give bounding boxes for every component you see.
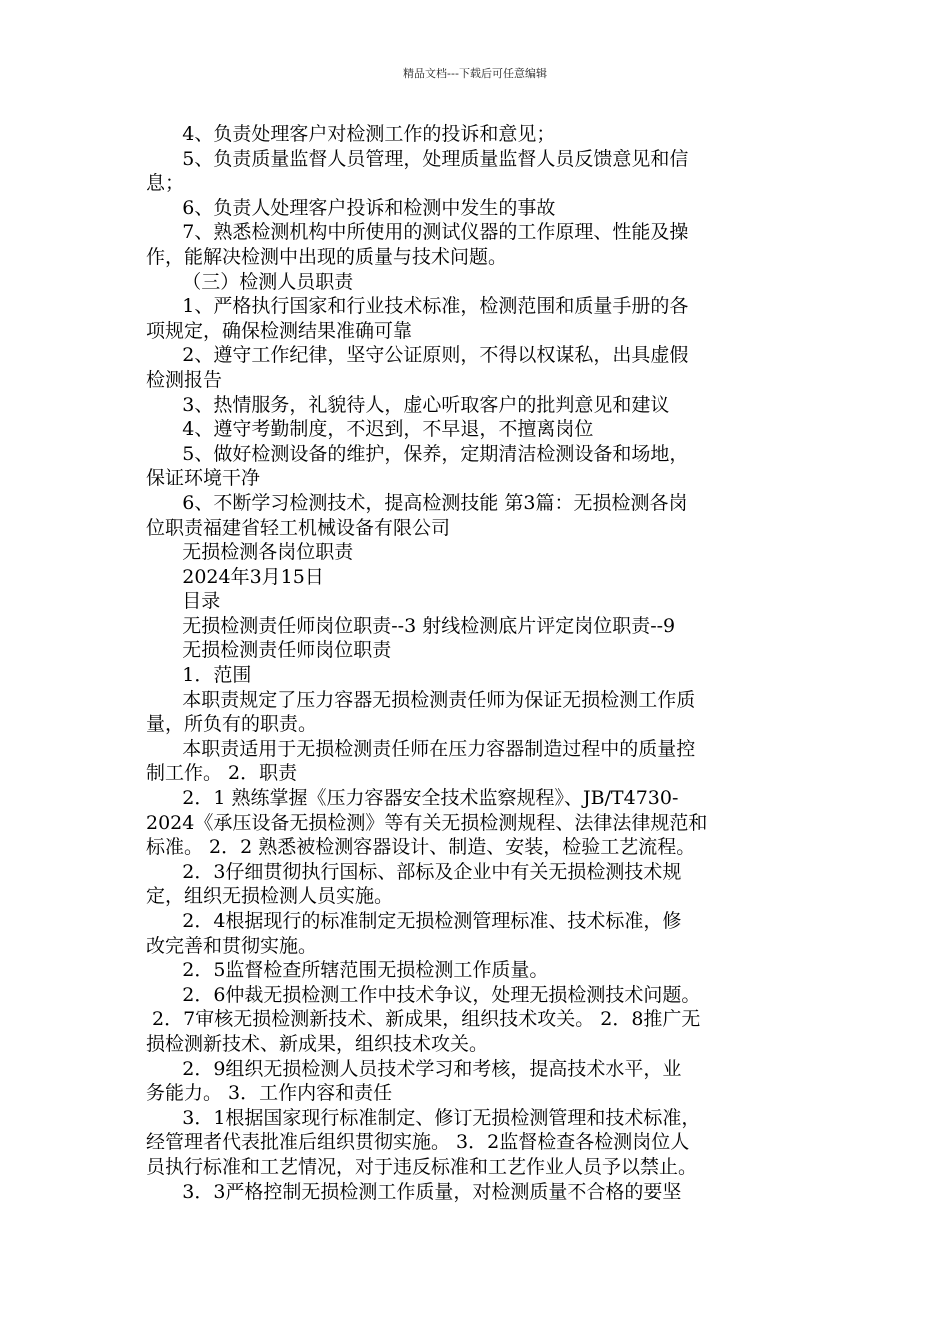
text-line: 位职责福建省轻工机械设备有限公司 — [146, 516, 451, 539]
text-line: 改完善和贯彻实施。 — [146, 934, 318, 957]
text-line: 5、负责质量监督人员管理，处理质量监督人员反馈意见和信 — [146, 147, 689, 170]
text-line: 经管理者代表批准后组织贯彻实施。 3．2监督检查各检测岗位人 — [146, 1131, 690, 1154]
text-line: 制工作。 2．职责 — [146, 762, 298, 785]
text-line: 5、做好检测设备的维护，保养，定期清洁检测设备和场地， — [146, 442, 689, 465]
text-line: 2．6仲裁无损检测工作中技术争议，处理无损检测技术问题。 — [146, 983, 701, 1006]
text-line: 2．9组织无损检测人员技术学习和考核，提高技术水平，业 — [146, 1057, 682, 1080]
text-line: 损检测新技术、新成果，组织技术攻关。 — [146, 1032, 489, 1055]
text-line: 6、不断学习检测技术，提高检测技能 第3篇：无损检测各岗 — [146, 491, 688, 514]
text-line: 2024《承压设备无损检测》等有关无损检测规程、法律法律规范和 — [146, 811, 708, 834]
text-line: 2．4根据现行的标准制定无损检测管理标准、技术标准，修 — [146, 910, 682, 932]
text-line: 2024年3月15日 — [146, 565, 324, 588]
text-line: 务能力。 3．工作内容和责任 — [146, 1082, 393, 1105]
text-line: 3．3严格控制无损检测工作质量，对检测质量不合格的要坚 — [146, 1180, 682, 1203]
text-line: 标准。 2．2 熟悉被检测容器设计、制造、安装，检验工艺流程。 — [146, 836, 696, 859]
text-line: （三）检测人员职责 — [146, 270, 354, 293]
text-line: 6、负责人处理客户投诉和检测中发生的事故 — [146, 196, 556, 219]
text-line: 1、严格执行国家和行业技术标准，检测范围和质量手册的各 — [146, 295, 689, 318]
text-line: 作，能解决检测中出现的质量与技术问题。 — [146, 245, 508, 268]
document-body — [146, 122, 810, 1204]
text-line: 本职责规定了压力容器无损检测责任师为保证无损检测工作质 — [146, 688, 696, 711]
text-line: 4、负责处理客户对检测工作的投诉和意见； — [146, 123, 556, 145]
text-line: 3、热情服务，礼貌待人，虚心听取客户的批判意见和建议 — [146, 393, 670, 416]
text-line: 4、遵守考勤制度，不迟到，不早退，不擅离岗位 — [146, 418, 594, 441]
page-header: 精品文档---下载后可任意编辑 — [403, 67, 547, 80]
text-line: 7、熟悉检测机构中所使用的测试仪器的工作原理、性能及操 — [146, 221, 689, 244]
text-line: 2．1 熟练掌握《压力容器安全技术监察规程》、JB/T4730- — [146, 787, 679, 810]
text-line: 1．范围 — [146, 664, 252, 687]
text-line: 目录 — [146, 590, 221, 613]
text-line: 2．7审核无损检测新技术、新成果，组织技术攻关。 2．8推广无 — [146, 1008, 701, 1031]
text-line: 息； — [146, 172, 185, 195]
text-line: 2、遵守工作纪律，坚守公证原则，不得以权谋私，出具虚假 — [146, 344, 689, 367]
text-line: 2．5监督检查所辖范围无损检测工作质量。 — [146, 959, 549, 982]
text-line: 员执行标准和工艺情况，对于违反标准和工艺作业人员予以禁止。 — [146, 1155, 698, 1178]
text-line: 3．1根据国家现行标准制定、修订无损检测管理和技术标准， — [146, 1106, 701, 1129]
text-line: 2．3仔细贯彻执行国标、部标及企业中有关无损检测技术规 — [146, 860, 682, 883]
text-line: 保证环境干净 — [146, 467, 261, 490]
text-line: 项规定，确保检测结果准确可靠 — [146, 319, 413, 342]
text-line: 无损检测各岗位职责 — [146, 541, 354, 564]
text-line: 定，组织无损检测人员实施。 — [146, 885, 394, 908]
text-line: 量，所负有的职责。 — [146, 713, 318, 736]
text-line: 检测报告 — [146, 368, 223, 391]
text-line: 本职责适用于无损检测责任师在压力容器制造过程中的质量控 — [146, 737, 696, 760]
text-line: 无损检测责任师岗位职责--3 射线检测底片评定岗位职责--9 — [146, 614, 676, 637]
text-line: 无损检测责任师岗位职责 — [146, 639, 392, 662]
